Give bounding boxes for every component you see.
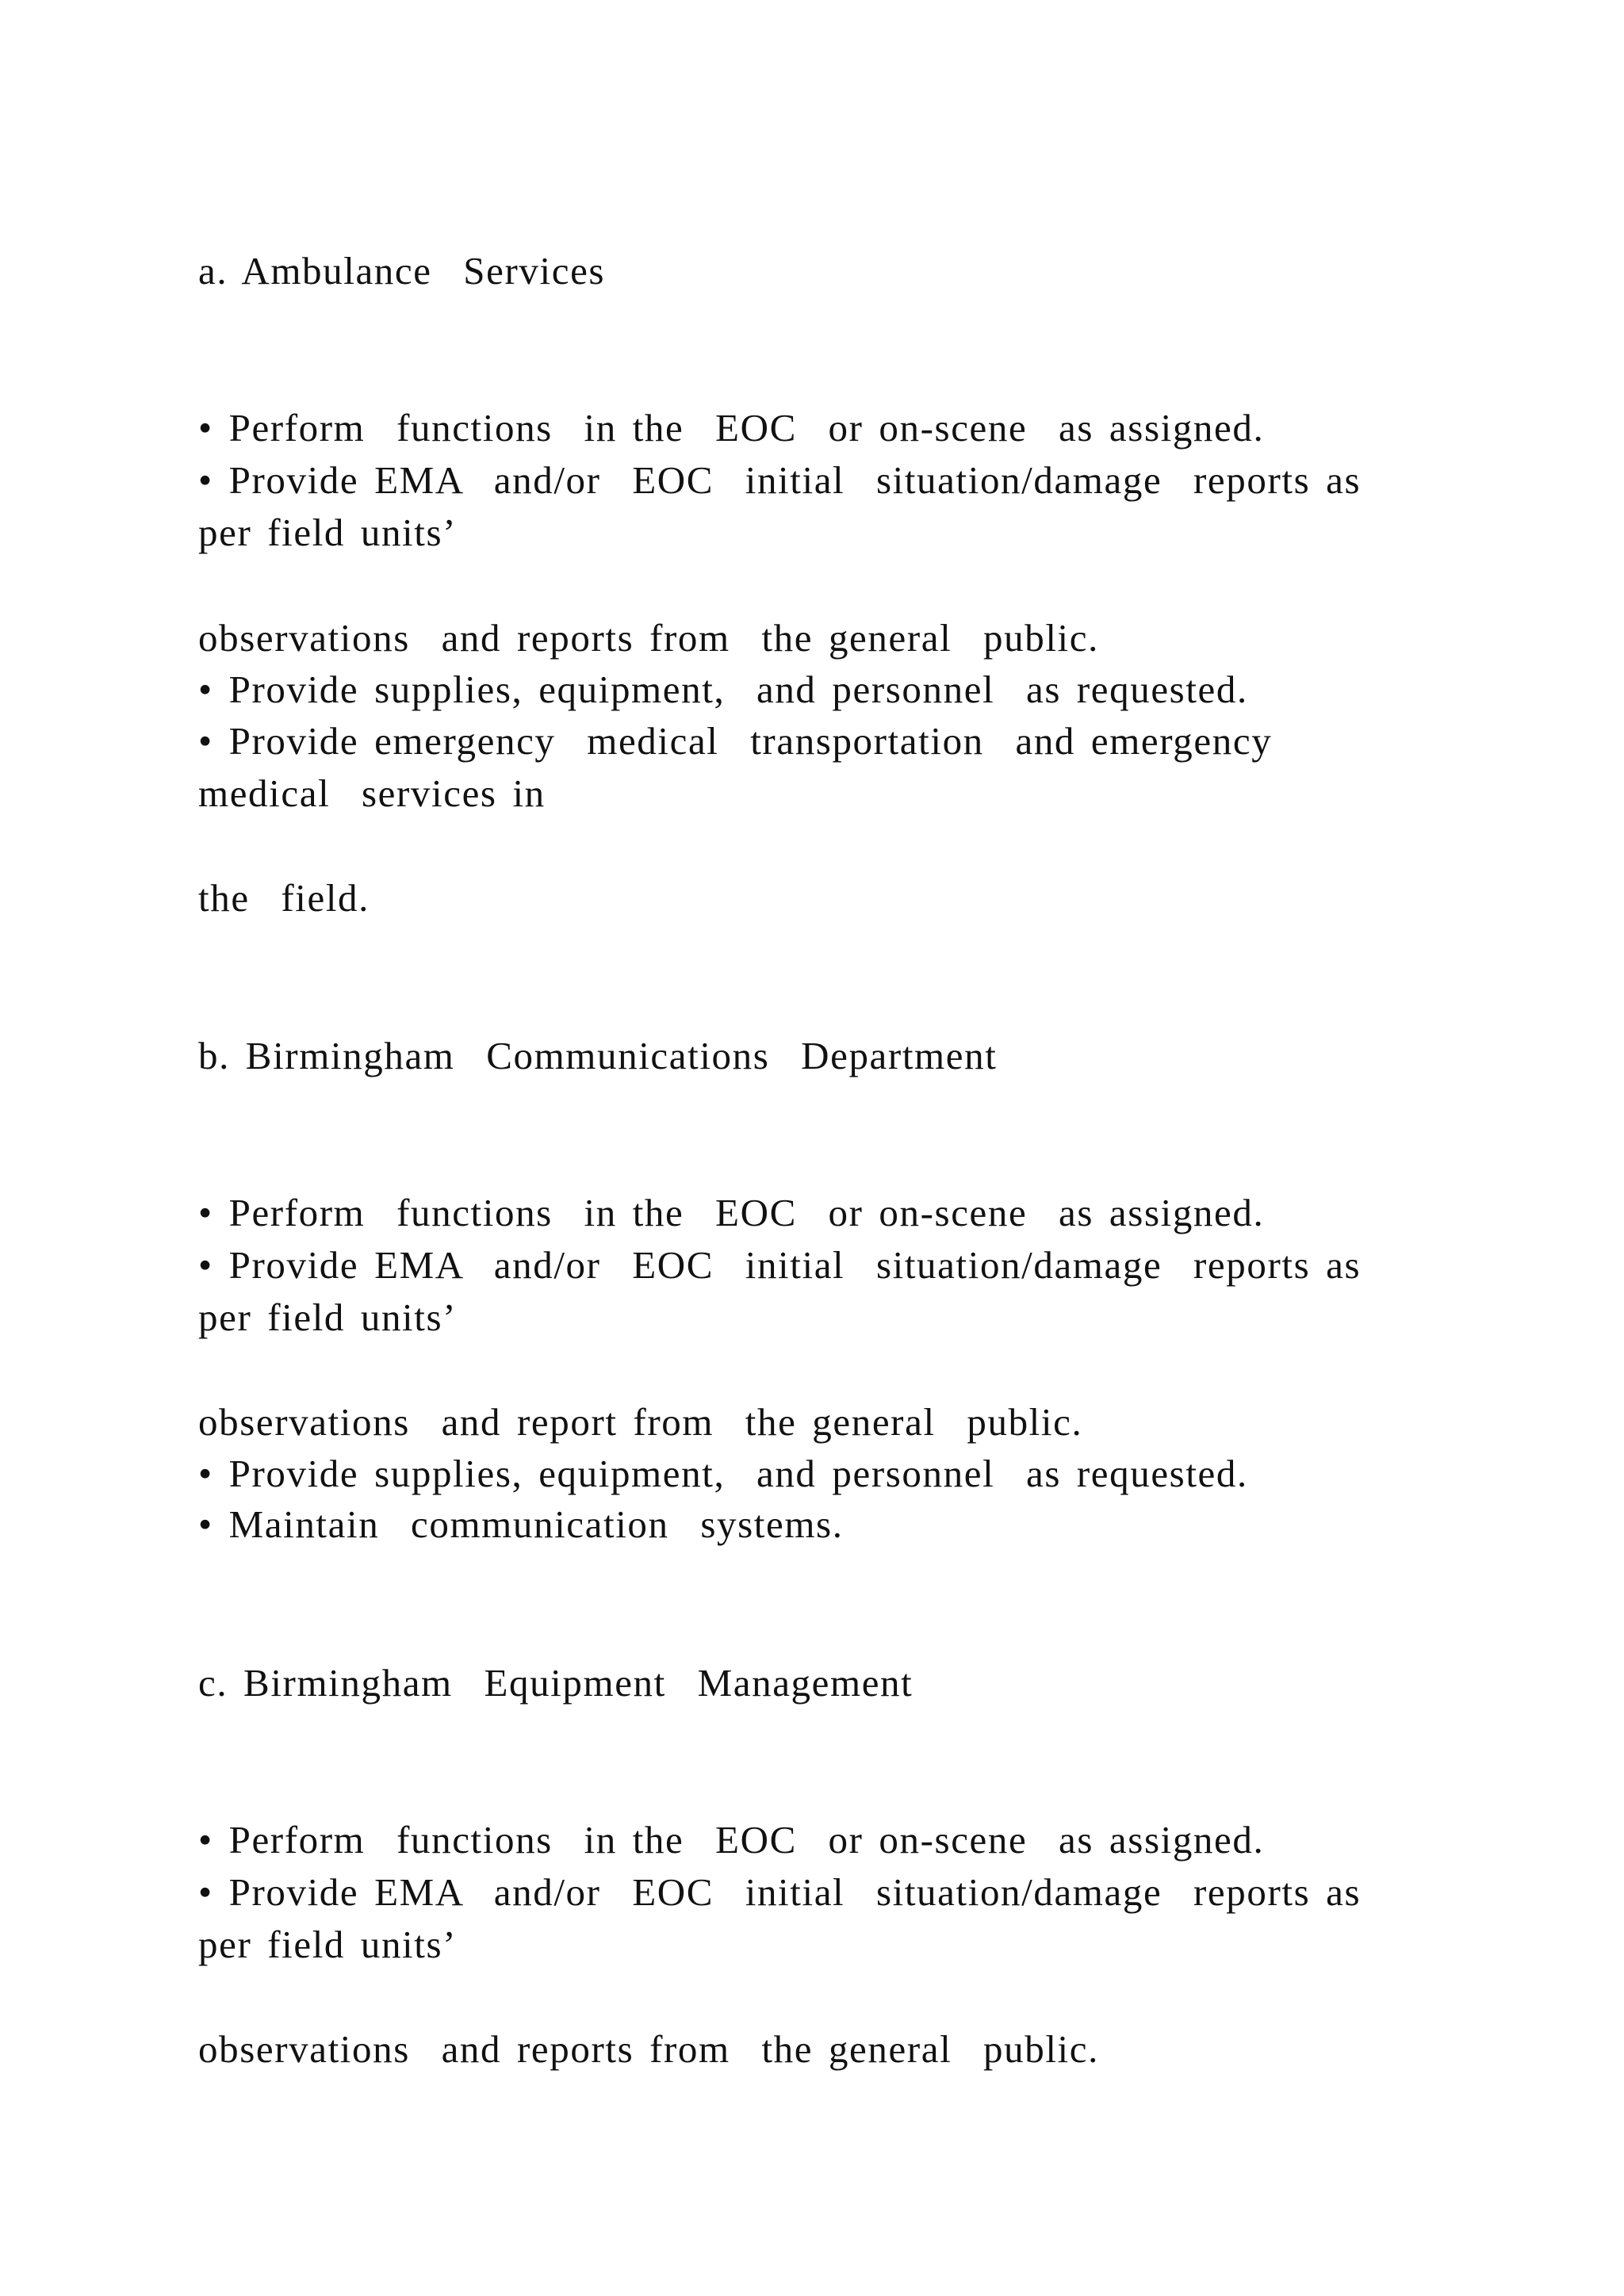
text-line: observations and report from the general public.: [198, 1400, 1083, 1444]
section-heading: b. Birmingham Communications Department: [198, 1034, 998, 1077]
section-heading: a. Ambulance Services: [198, 249, 606, 293]
section-heading: c. Birmingham Equipment Management: [198, 1661, 914, 1705]
bullet-item: • Perform functions in the EOC or on-scene as assigned.: [198, 1818, 1265, 1862]
bullet-item: • Maintain communication systems.: [198, 1502, 844, 1546]
bullet-item: • Provide EMA and/or EOC initial situation/damage reports as: [198, 1243, 1362, 1287]
text-line: per field units’: [198, 511, 458, 554]
text-line: per field units’: [198, 1295, 458, 1339]
bullet-item: • Provide EMA and/or EOC initial situation/damage reports as: [198, 458, 1362, 502]
bullet-item: • Perform functions in the EOC or on-scene as assigned.: [198, 406, 1265, 450]
bullet-item: • Provide supplies, equipment, and personnel as requested.: [198, 1452, 1248, 1495]
text-line: observations and reports from the general public.: [198, 616, 1099, 660]
text-line: the field.: [198, 876, 370, 920]
text-line: medical services in: [198, 771, 546, 815]
text-line: per field units’: [198, 1923, 458, 1966]
bullet-item: • Provide supplies, equipment, and personnel as requested.: [198, 668, 1248, 711]
text-line: observations and reports from the general public.: [198, 2027, 1099, 2071]
bullet-item: • Perform functions in the EOC or on-scene as assigned.: [198, 1191, 1265, 1234]
bullet-item: • Provide EMA and/or EOC initial situation/damage reports as: [198, 1870, 1362, 1914]
bullet-item: • Provide emergency medical transportation and emergency: [198, 719, 1273, 763]
